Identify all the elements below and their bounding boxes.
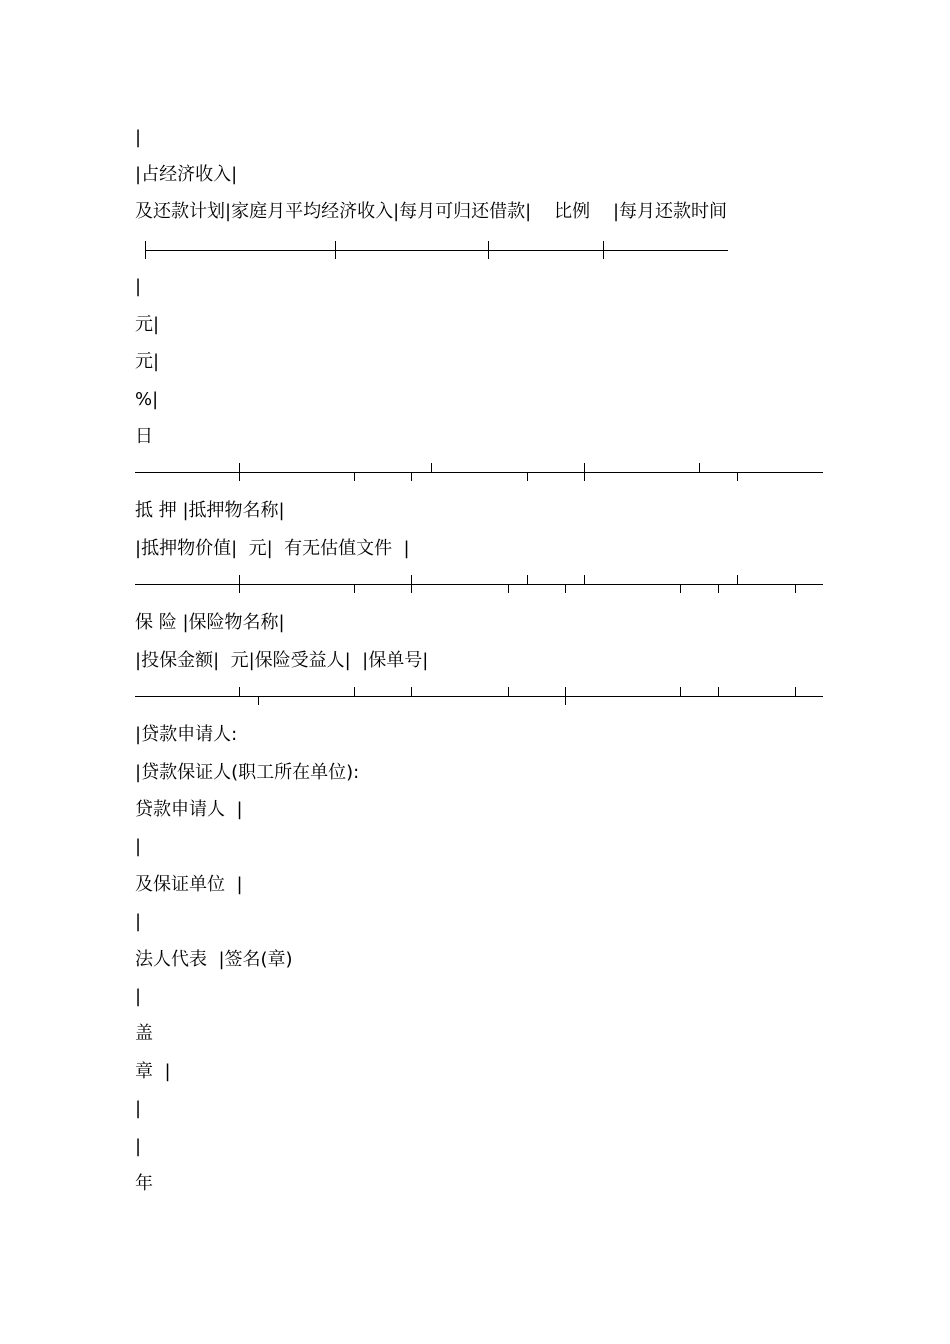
text-line-11: |抵押物价值| 元| 有无估值文件 | [135, 538, 410, 559]
text-line-23: 章 | [135, 1061, 171, 1082]
text-line-7: 元| [135, 351, 160, 372]
text-line-1: | [135, 127, 142, 148]
text-line-13: |投保金额| 元|保险受益人| |保单号| [135, 650, 429, 671]
text-line-8: %| [135, 389, 159, 410]
text-line-5: | [135, 276, 142, 297]
text-line-6: 元| [135, 314, 160, 335]
text-line-14: |贷款申请人: [135, 724, 238, 745]
text-line-10: 抵 押 |抵押物名称| [135, 500, 285, 521]
text-line-20: 法人代表 |签名(章) [135, 949, 293, 970]
text-line-17: | [135, 836, 142, 857]
text-line-25: | [135, 1136, 142, 1157]
text-line-22: 盖 [135, 1023, 153, 1044]
text-line-19: | [135, 911, 142, 932]
text-line-12: 保 险 |保险物名称| [135, 612, 285, 633]
text-line-16: 贷款申请人 | [135, 799, 243, 820]
text-line-24: | [135, 1098, 142, 1119]
text-line-9: 日 [135, 426, 153, 447]
text-line-2: |占经济收入| [135, 164, 238, 185]
text-line-15: |贷款保证人(职工所在单位): [135, 762, 360, 783]
text-line-26: 年 [135, 1173, 153, 1194]
text-line-21: | [135, 986, 142, 1007]
text-line-18: 及保证单位 | [135, 874, 243, 895]
text-line-3: 及还款计划|家庭月平均经济收入|每月可归还借款| 比例 |每月还款时间 [135, 201, 728, 222]
